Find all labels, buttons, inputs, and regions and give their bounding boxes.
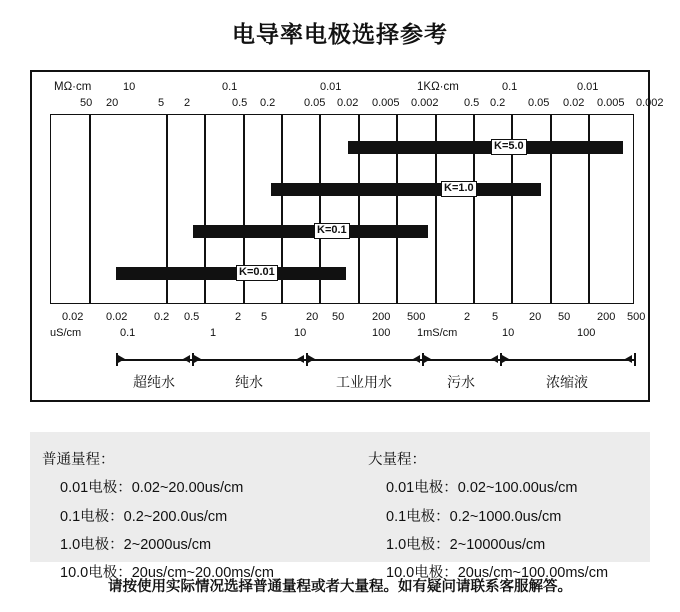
ranges-normal-item-001: 0.01电极：0.02~20.00us/cm bbox=[60, 480, 244, 497]
top-minor-label: 0.5 bbox=[464, 97, 480, 109]
top-axis-label-0-1: 0.1 bbox=[222, 81, 238, 93]
ranges-normal-item-01: 0.1电极：0.2~200.0us/cm bbox=[60, 508, 228, 525]
top-minor-label: 0.002 bbox=[636, 97, 664, 109]
arrow-left-icon bbox=[491, 355, 498, 363]
category-label-ultrapure: 超纯水 bbox=[133, 374, 175, 390]
top-minor-label: 0.05 bbox=[304, 97, 326, 109]
top-minor-label: 0.005 bbox=[372, 97, 400, 109]
bar-label-k001: K=0.01 bbox=[236, 265, 278, 281]
top-axis-label-0-01-b: 0.01 bbox=[577, 81, 599, 93]
ranges-panel bbox=[30, 432, 650, 582]
top-minor-label: 0.02 bbox=[337, 97, 359, 109]
arrow-left-icon bbox=[625, 355, 632, 363]
bottom-minor-label: 2 bbox=[235, 311, 242, 323]
bottom-minor-label: 20 bbox=[306, 311, 319, 323]
bottom-minor-label: 50 bbox=[332, 311, 345, 323]
bottom-axis-label-100: 100 bbox=[372, 327, 391, 339]
top-minor-label: 2 bbox=[184, 97, 191, 109]
bar-label-k01: K=0.1 bbox=[314, 223, 350, 239]
category-tick bbox=[634, 353, 636, 366]
bottom-axis-label-10: 10 bbox=[294, 327, 307, 339]
bottom-axis-label-100-b: 100 bbox=[577, 327, 596, 339]
category-label-concentrate: 浓缩液 bbox=[546, 374, 588, 390]
top-minor-label: 0.2 bbox=[490, 97, 506, 109]
bottom-minor-label: 5 bbox=[492, 311, 499, 323]
bottom-minor-label: 500 bbox=[407, 311, 426, 323]
arrow-right-icon bbox=[502, 355, 509, 363]
ranges-normal-column bbox=[42, 446, 274, 587]
bar-k001 bbox=[116, 267, 346, 280]
ranges-normal-item-10: 1.0电极：2~2000us/cm bbox=[60, 536, 212, 553]
ranges-large-item-10: 1.0电极：2~10000us/cm bbox=[386, 536, 546, 553]
top-minor-label: 20 bbox=[106, 97, 119, 109]
bottom-axis-unit-mid: 1mS/cm bbox=[417, 327, 458, 339]
bottom-minor-label: 0.02 bbox=[62, 311, 84, 323]
top-axis-label-0-1-b: 0.1 bbox=[502, 81, 518, 93]
arrow-right-icon bbox=[118, 355, 125, 363]
bottom-minor-label: 0.2 bbox=[154, 311, 170, 323]
bottom-minor-label: 200 bbox=[597, 311, 616, 323]
bottom-minor-label: 5 bbox=[261, 311, 268, 323]
top-minor-label: 0.05 bbox=[528, 97, 550, 109]
bottom-axis-label-1: 1 bbox=[210, 327, 217, 339]
top-minor-label: 0.02 bbox=[563, 97, 585, 109]
chart-inner bbox=[32, 72, 664, 400]
ranges-large-heading: 大量程： bbox=[368, 452, 426, 468]
bottom-minor-label: 50 bbox=[558, 311, 571, 323]
arrow-left-icon bbox=[413, 355, 420, 363]
category-label-industrial: 工业用水 bbox=[336, 374, 392, 390]
bottom-minor-label: 0.02 bbox=[106, 311, 128, 323]
arrow-right-icon bbox=[424, 355, 431, 363]
ranges-large-column bbox=[368, 446, 608, 587]
bar-k5 bbox=[348, 141, 623, 154]
bar-label-k1: K=1.0 bbox=[441, 181, 477, 197]
ranges-large-item-001: 0.01电极：0.02~100.00us/cm bbox=[386, 480, 578, 497]
bottom-minor-label: 0.5 bbox=[184, 311, 200, 323]
chart-grid bbox=[50, 114, 634, 304]
category-label-wastewater: 污水 bbox=[447, 374, 475, 390]
footer-note: 请按使用实际情况选择普通量程或者大量程。如有疑问请联系客服解答。 bbox=[108, 579, 572, 595]
bar-k01 bbox=[193, 225, 428, 238]
bar-label-k5: K=5.0 bbox=[491, 139, 527, 155]
bottom-axis-label-0-1: 0.1 bbox=[120, 327, 136, 339]
top-minor-label: 0.002 bbox=[411, 97, 439, 109]
top-minor-label: 0.2 bbox=[260, 97, 276, 109]
ranges-large-item-01: 0.1电极：0.2~1000.0us/cm bbox=[386, 508, 562, 525]
arrow-right-icon bbox=[308, 355, 315, 363]
top-axis-label-10: 10 bbox=[123, 81, 136, 93]
bottom-minor-label: 20 bbox=[529, 311, 542, 323]
page-title: 电导率电极选择参考 bbox=[232, 21, 448, 47]
top-axis-unit-mid: 1KΩ·cm bbox=[417, 81, 459, 93]
top-axis-label-0-01: 0.01 bbox=[320, 81, 342, 93]
arrow-left-icon bbox=[297, 355, 304, 363]
top-axis-unit-left: MΩ·cm bbox=[54, 81, 92, 93]
top-minor-label: 50 bbox=[80, 97, 93, 109]
arrow-right-icon bbox=[194, 355, 201, 363]
bottom-minor-label: 500 bbox=[627, 311, 646, 323]
bottom-axis-label-10-b: 10 bbox=[502, 327, 515, 339]
grid-line bbox=[89, 115, 91, 303]
ranges-normal-item-100: 10.0电极：20us/cm~20.00ms/cm bbox=[60, 565, 274, 582]
top-minor-label: 0.5 bbox=[232, 97, 248, 109]
arrow-left-icon bbox=[183, 355, 190, 363]
bottom-minor-label: 2 bbox=[464, 311, 471, 323]
top-minor-label: 5 bbox=[158, 97, 165, 109]
conductivity-chart bbox=[30, 70, 664, 402]
category-label-pure: 纯水 bbox=[235, 374, 263, 390]
bar-k1 bbox=[271, 183, 541, 196]
bottom-minor-label: 200 bbox=[372, 311, 391, 323]
ranges-normal-heading: 普通量程： bbox=[42, 452, 115, 468]
bottom-axis-unit-left: uS/cm bbox=[50, 327, 82, 339]
ranges-large-item-100: 10.0电极：20us/cm~100.00ms/cm bbox=[386, 565, 609, 582]
top-minor-label: 0.005 bbox=[597, 97, 625, 109]
